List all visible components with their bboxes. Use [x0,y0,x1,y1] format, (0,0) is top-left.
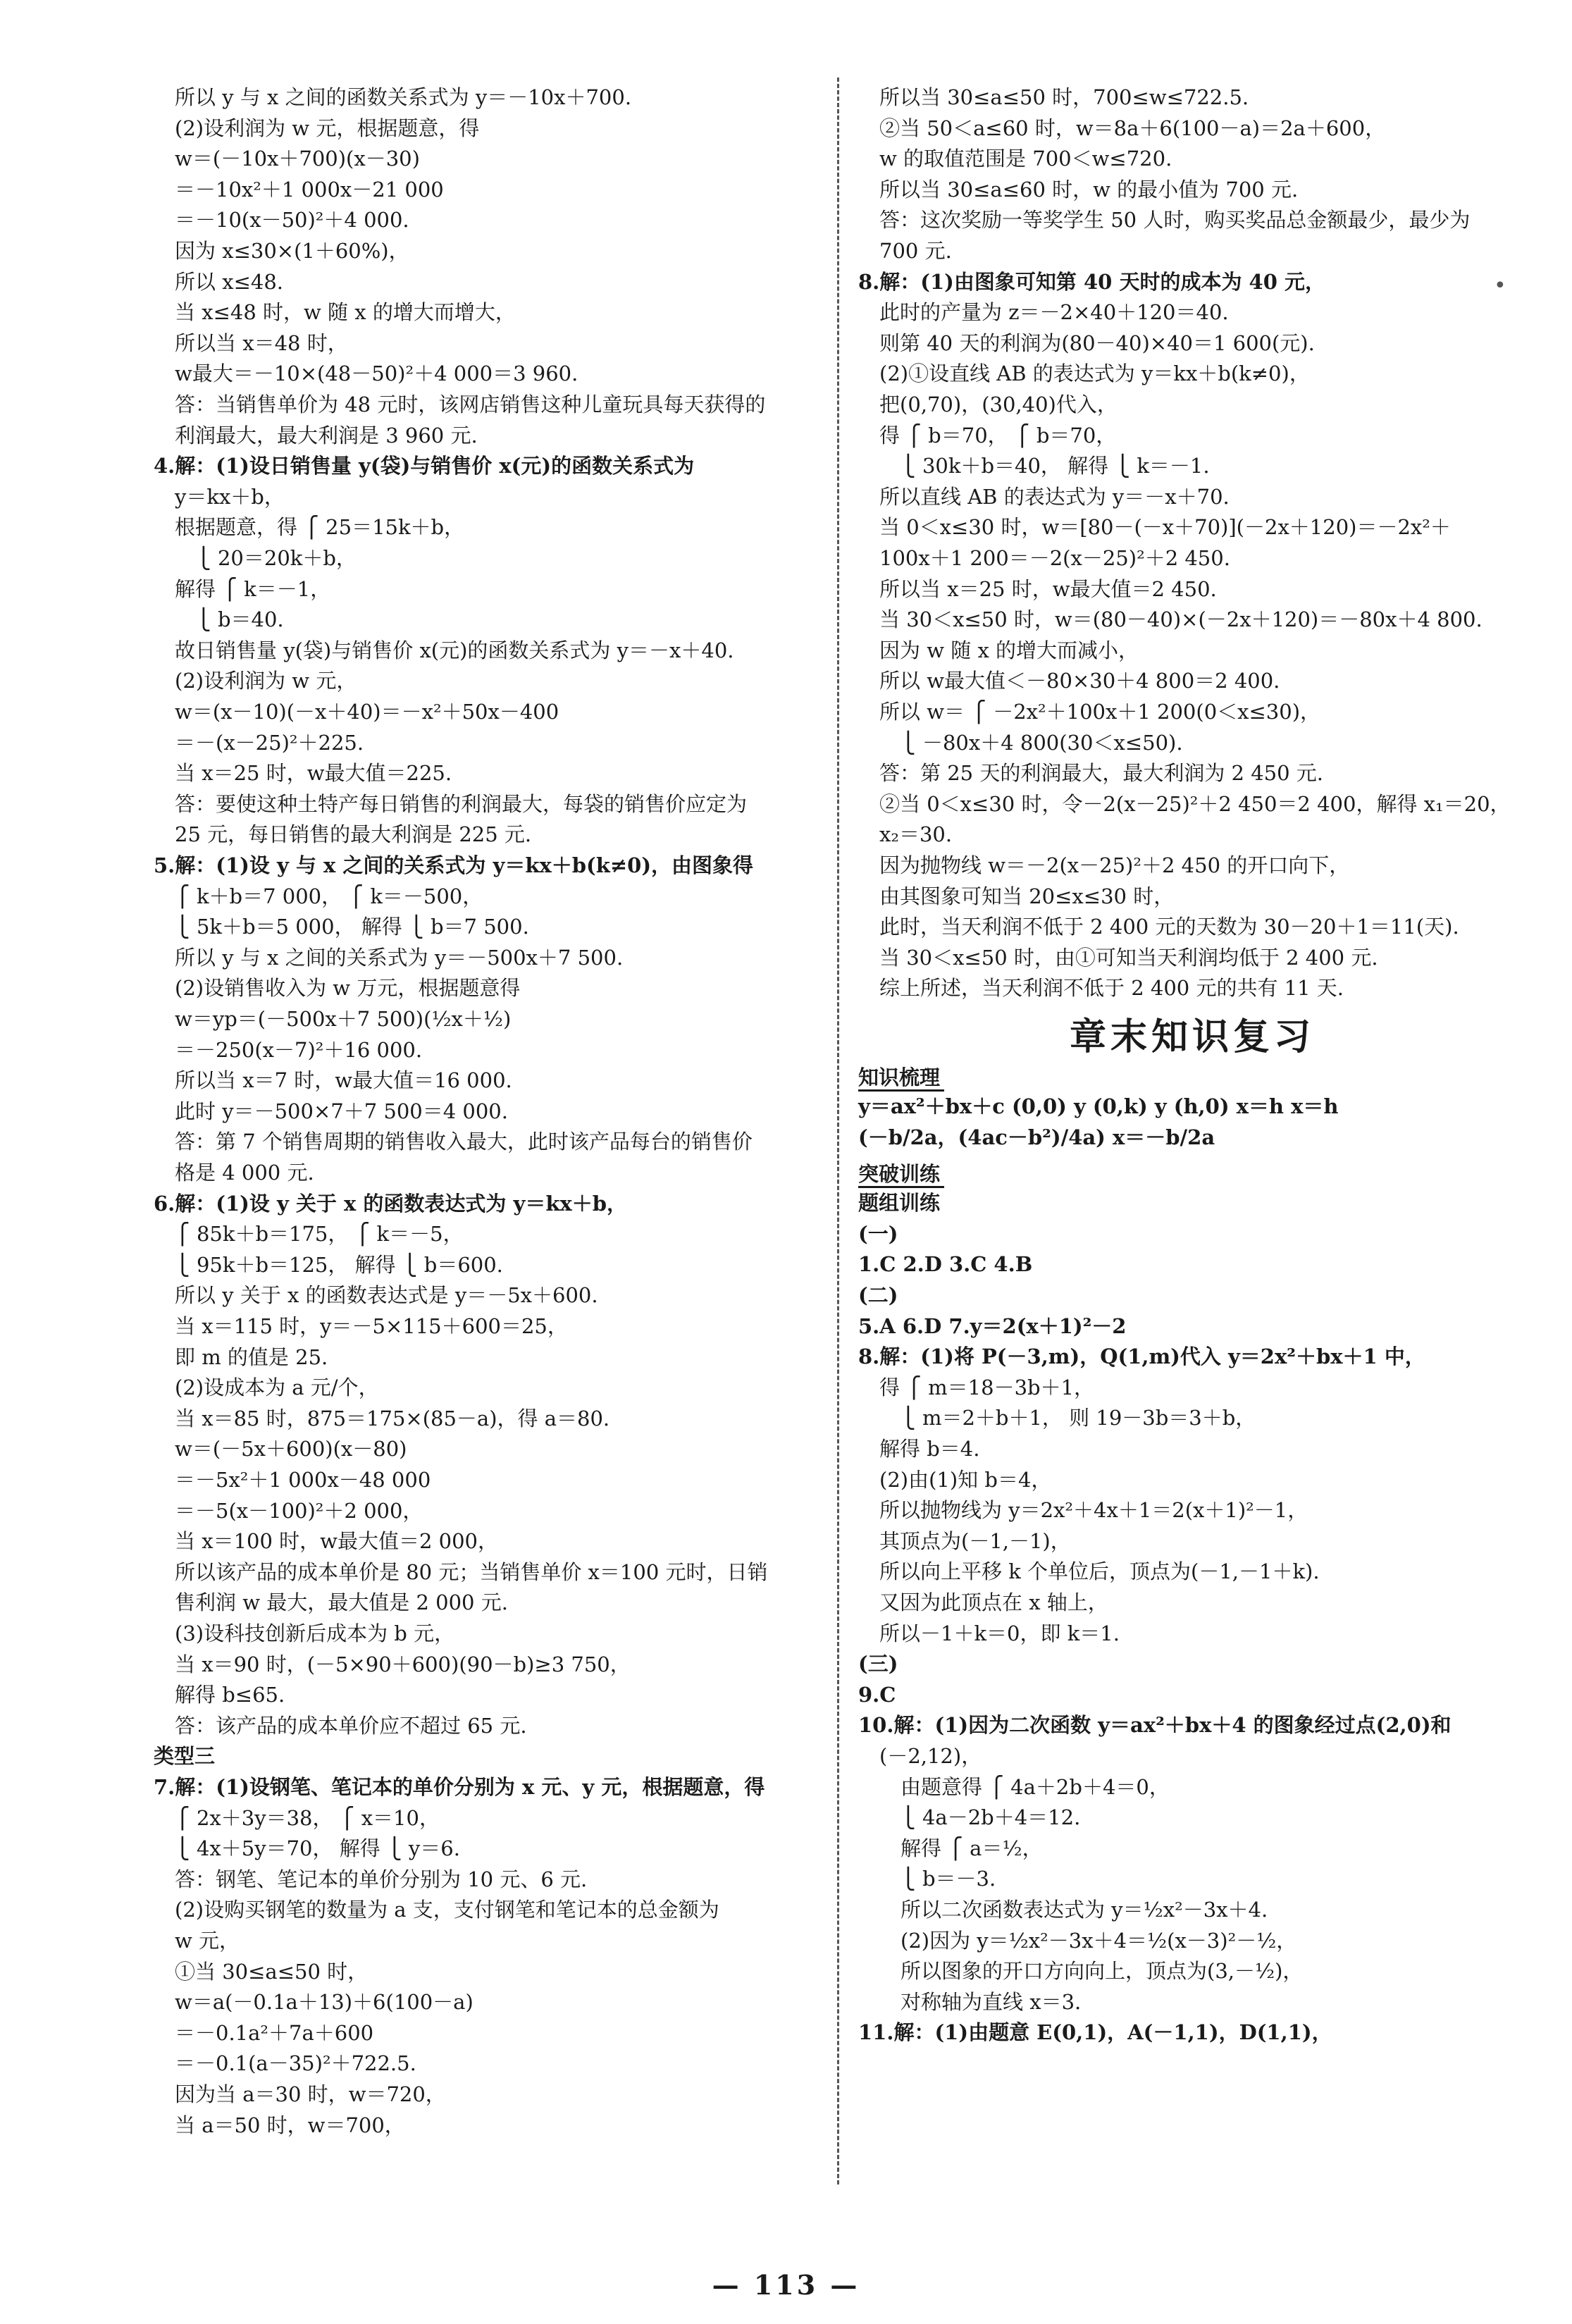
text-line: (2)设购买钢笔的数量为 a 支，支付钢笔和笔记本的总金额为 [175,1898,719,1922]
text-line: ⎩ 4a－2b＋4＝12. [901,1805,1081,1830]
text-line: w＝(x－10)(－x＋40)＝－x²＋50x－400 [175,700,559,724]
text-line: ＝－0.1(a－35)²＋722.5. [175,2051,416,2076]
text-line: 11.解：(1)由题意 E(0,1)，A(－1,1)，D(1,1)， [858,2020,1332,2045]
text-line: ⎧ 85k＋b＝175， ⎧ k＝－5， [175,1222,464,1247]
text-line: ⎩ 20＝20k＋b， [196,546,357,570]
text-line: 利润最大，最大利润是 3 960 元. [175,423,478,447]
text-line: 当 x＝85 时，875＝175×(85－a)，得 a＝80. [175,1406,610,1430]
text-line: 格是 4 000 元. [175,1161,314,1185]
text-line: 当 30＜x≤50 时，由①可知当天利润均低于 2 400 元. [879,945,1378,970]
text-line: 4.解：(1)设日销售量 y(袋)与销售价 x(元)的函数关系式为 [154,454,695,478]
text-line: ⎩ －80x＋4 800(30＜x≤50). [901,730,1183,755]
text-line: 7.解：(1)设钢笔、笔记本的单价分别为 x 元、y 元，根据题意，得 [154,1775,765,1799]
text-line: 答：要使这种土特产每日销售的利润最大，每袋的销售价应定为 [175,791,748,816]
text-line: 当 x＝100 时，w最大值＝2 000， [175,1529,498,1554]
text-line: 答：第 7 个销售周期的销售收入最大，此时该产品每台的销售价 [175,1130,753,1154]
text-line: 解得 ⎧ k＝－1， [175,576,331,601]
text-line: (2)设成本为 a 元/个， [175,1376,379,1400]
text-line: 所以向上平移 k 个单位后，顶点为(－1,－1＋k). [879,1559,1320,1584]
text-line: 因为 x≤30×(1＋60%)， [175,239,409,263]
text-line: ⎩ 95k＋b＝125， 解得 ⎩ b＝600. [175,1252,503,1277]
text-line: ⎩ 5k＋b＝5 000， 解得 ⎩ b＝7 500. [175,915,529,939]
text-line: (二) [858,1283,898,1307]
text-line: ＝－5(x－100)²＋2 000， [175,1498,423,1523]
text-line: 所以二次函数表达式为 y＝½x²－3x＋4. [901,1898,1268,1922]
text-line: 5.A 6.D 7.y＝2(x＋1)²－2 [858,1314,1127,1338]
text-line: 类型三 [154,1744,216,1769]
text-line: 当 a＝50 时，w＝700， [175,2113,405,2137]
text-line: 此时的产量为 z＝－2×40＋120＝40. [879,300,1229,325]
text-line: 对称轴为直线 x＝3. [901,1989,1082,2014]
text-line: w＝(－5x＋600)(x－80) [175,1437,407,1461]
ink-dot: • [1494,273,1506,298]
text-line: (一) [858,1221,898,1246]
text-line: 8.解：(1)由图象可知第 40 天时的成本为 40 元， [858,269,1325,294]
text-line: ⎩ 4x＋5y＝70， 解得 ⎩ y＝6. [175,1836,460,1861]
text-line: 1.C 2.D 3.C 4.B [858,1252,1033,1277]
text-line: (2)由(1)知 b＝4， [879,1467,1052,1492]
text-line: 6.解：(1)设 y 关于 x 的函数表达式为 y＝kx＋b， [154,1191,628,1216]
text-line: w＝a(－0.1a＋13)＋6(100－a) [175,1990,474,2015]
text-line: 当 x＝90 时，(－5×90＋600)(90－b)≥3 750， [175,1652,631,1676]
text-line: 由其图象可知当 20≤x≤30 时， [879,884,1175,908]
text-line: (2)①设直线 AB 的表达式为 y＝kx＋b(k≠0)， [879,361,1310,386]
text-line: ⎩ 30k＋b＝40， 解得 ⎩ k＝－1. [901,454,1210,478]
text-line: y＝ax²＋bx＋c (0,0) y (0,k) y (h,0) x＝h x＝h [858,1094,1339,1118]
text-line: ＝－0.1a²＋7a＋600 [175,2020,374,2045]
text-line: w 的取值范围是 700＜w≤720. [879,147,1172,171]
text-line: 所以 w最大值＜－80×30＋4 800＝2 400. [879,669,1280,693]
text-line: ⎩ b＝－3. [901,1867,996,1891]
text-line: 答：当销售单价为 48 元时，该网店销售这种儿童玩具每天获得的 [175,393,766,416]
text-line: y＝kx＋b， [175,484,285,509]
text-line: w 元， [175,1929,240,1953]
text-line: 所以当 30≤a≤60 时，w 的最小值为 700 元. [879,177,1299,202]
text-line: 因为抛物线 w＝－2(x－25)²＋2 450 的开口向下， [879,853,1350,877]
text-line: 因为当 a＝30 时，w＝720， [175,2082,446,2106]
text-line: 则第 40 天的利润为(80－40)×40＝1 600(元). [879,330,1315,355]
text-line: (三) [858,1652,898,1676]
text-line: 所以 y 与 x 之间的关系式为 y＝－500x＋7 500. [175,945,624,970]
text-line: 此时，当天利润不低于 2 400 元的天数为 30－20＋1＝11(天). [879,915,1459,939]
text-line: 8.解：(1)将 P(－3,m)，Q(1,m)代入 y＝2x²＋bx＋1 中， [858,1345,1425,1369]
page-number: — 113 — [712,2269,860,2301]
text-line: 当 30＜x≤50 时，w＝(80－40)×(－2x＋120)＝－80x＋4 800. [879,607,1483,632]
text-line: (2)因为 y＝½x²－3x＋4＝½(x－3)²－½， [901,1928,1297,1953]
text-line: 得 ⎧ m＝18－3b＋1， [879,1375,1095,1399]
text-line: 所以图象的开口方向向上，顶点为(3,－½)， [901,1959,1304,1984]
text-line: (－b/2a，(4ac－b²)/4a) x＝－b/2a [858,1125,1215,1149]
text-line: 答：钢笔、笔记本的单价分别为 10 元、6 元. [175,1867,588,1891]
text-line: 解得 b＝4. [879,1437,980,1461]
text-line: 100x＋1 200＝－2(x－25)²＋2 450. [879,546,1230,570]
text-line: 即 m 的值是 25. [175,1345,328,1369]
text-line: 解得 b≤65. [175,1683,285,1707]
text-line: 所以 w＝ ⎧ －2x²＋100x＋1 200(0＜x≤30)， [879,700,1321,724]
text-line: 所以 y 与 x 之间的函数关系式为 y＝－10x＋700. [175,85,632,109]
text-line: (－2,12)， [879,1744,982,1768]
text-line: 当 0＜x≤30 时，w＝[80－(－x＋70)](－2x＋120)＝－2x²＋ [879,515,1451,540]
text-line: 题组训练 [858,1191,941,1216]
text-line: 解得 ⎧ a＝½， [901,1836,1043,1860]
text-line: 根据题意，得 ⎧ 25＝15k＋b， [175,515,465,540]
text-line: 答：该产品的成本单价应不超过 65 元. [175,1713,527,1738]
text-line: 所以当 x＝48 时， [175,330,348,355]
text-line: 所以 x≤48. [175,269,283,294]
text-line: ⎩ b＝40. [196,607,284,632]
text-line: ＝－5x²＋1 000x－48 000 [175,1468,431,1492]
section-practice: 突破训练 [858,1162,944,1188]
text-line: ②当 50＜a≤60 时，w＝8a＋6(100－a)＝2a＋600， [879,116,1386,140]
text-line: 答：这次奖励一等奖学生 50 人时，购买奖品总金额最少，最少为 [879,208,1471,233]
text-line: 所以当 x＝7 时，w最大值＝16 000. [175,1068,512,1093]
text-line: 售利润 w 最大，最大值是 2 000 元. [175,1590,508,1615]
text-line: ＝－250(x－7)²＋16 000. [175,1037,423,1062]
text-line: 当 x≤48 时，w 随 x 的增大而增大， [175,300,516,325]
text-line: 又因为此顶点在 x 轴上， [879,1590,1108,1614]
text-line: ⎧ 2x＋3y＝38， ⎧ x＝10， [175,1805,440,1830]
text-line: 所以当 x＝25 时，w最大值＝2 450. [879,576,1217,601]
text-line: 700 元. [879,239,952,263]
text-line: x₂＝30. [879,822,953,847]
text-line: 所以抛物线为 y＝2x²＋4x＋1＝2(x＋1)²－1， [879,1498,1308,1523]
text-line: 25 元，每日销售的最大利润是 225 元. [175,822,532,847]
text-line: 9.C [858,1682,896,1707]
text-line: 把(0,70)，(30,40)代入， [879,393,1118,416]
text-line: ＝－10(x－50)²＋4 000. [175,208,409,233]
text-line: w＝yp＝(－500x＋7 500)(½x＋½) [175,1007,512,1031]
text-line: 因为 w 随 x 的增大而减小， [879,638,1139,662]
text-line: 故日销售量 y(袋)与销售价 x(元)的函数关系式为 y＝－x＋40. [175,638,734,662]
text-line: 所以直线 AB 的表达式为 y＝－x＋70. [879,484,1230,509]
text-line: (2)设利润为 w 元，根据题意，得 [175,116,480,140]
text-line: ⎩ m＝2＋b＋1， 则 19－3b＝3＋b， [901,1406,1256,1430]
text-line: (2)设利润为 w 元， [175,669,357,693]
text-line: 得 ⎧ b＝70， ⎧ b＝70， [879,423,1117,447]
text-line: 所以－1＋k＝0，即 k＝1. [879,1621,1120,1645]
text-line: 综上所述，当天利润不低于 2 400 元的共有 11 天. [879,976,1344,1001]
text-line: w最大＝－10×(48－50)²＋4 000＝3 960. [175,361,578,386]
text-line: ①当 30≤a≤50 时， [175,1959,369,1984]
text-line: 此时 y＝－500×7＋7 500＝4 000. [175,1099,508,1123]
text-line: (2)设销售收入为 w 万元，根据题意得 [175,976,521,1001]
text-line: 当 x＝115 时，y＝－5×115＋600＝25， [175,1314,568,1338]
text-line: ＝－(x－25)²＋225. [175,730,364,755]
text-line: ②当 0＜x≤30 时，令－2(x－25)²＋2 450＝2 400，解得 x₁＝20， [879,791,1511,816]
text-line: 5.解：(1)设 y 与 x 之间的关系式为 y＝kx＋b(k≠0)，由图象得 [154,853,754,877]
text-line: 答：第 25 天的利润最大，最大利润为 2 450 元. [879,761,1324,786]
text-line: 由题意得 ⎧ 4a＋2b＋4＝0， [901,1774,1170,1799]
text-line: ＝－10x²＋1 000x－21 000 [175,177,444,202]
text-line: w＝(－10x＋700)(x－30) [175,147,420,171]
column-divider [837,78,839,2184]
text-line: 当 x＝25 时，w最大值＝225. [175,761,452,786]
section-knowledge: 知识梳理 [858,1065,944,1092]
text-line: ⎧ k＋b＝7 000， ⎧ k＝－500， [175,884,483,908]
text-line: 10.解：(1)因为二次函数 y＝ax²＋bx＋4 的图象经过点(2,0)和 [858,1713,1452,1738]
text-line: 其顶点为(－1,－1)， [879,1528,1071,1553]
chapter-title: 章末知识复习 [1070,1016,1316,1058]
text-line: 所以当 30≤a≤50 时，700≤w≤722.5. [879,85,1249,109]
text-line: 所以 y 关于 x 的函数表达式是 y＝－5x＋600. [175,1283,598,1308]
text-line: 所以该产品的成本单价是 80 元；当销售单价 x＝100 元时，日销 [175,1559,768,1584]
text-line: (3)设科技创新后成本为 b 元， [175,1621,455,1645]
